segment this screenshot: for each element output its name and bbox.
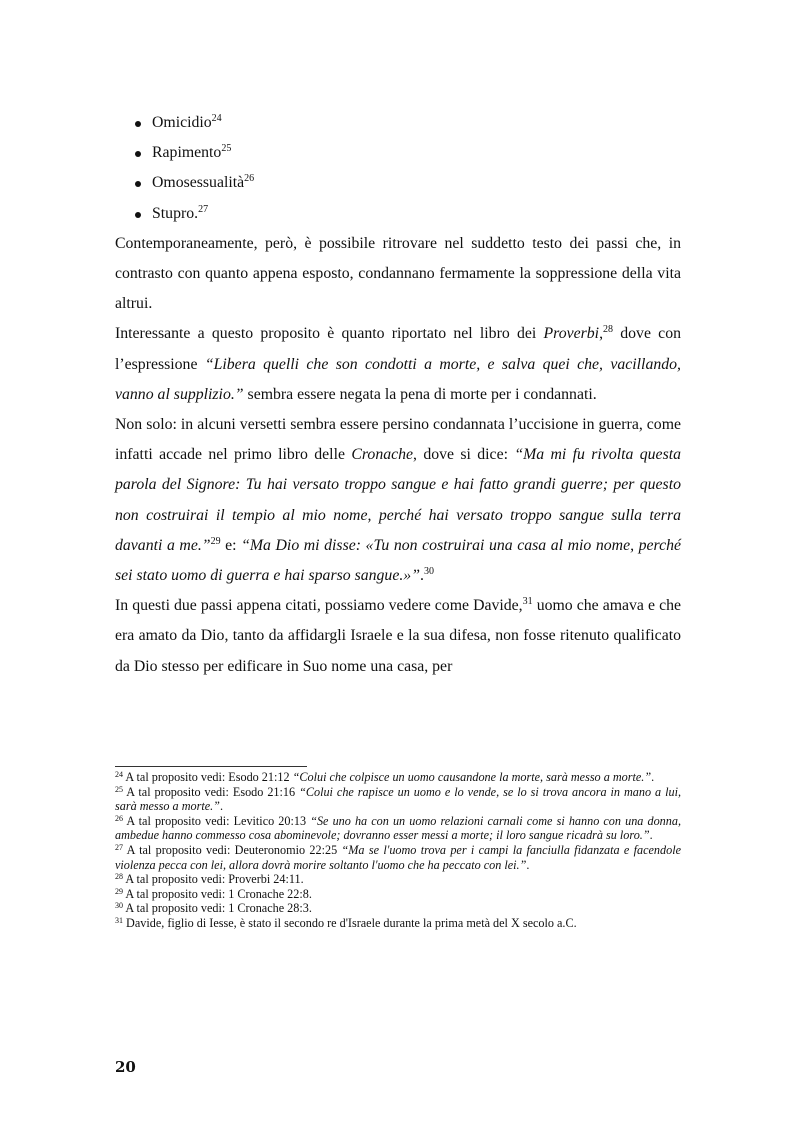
footnote-number: 31 — [115, 915, 123, 925]
crime-list — [115, 108, 681, 229]
quotation: “Ma Dio mi disse: «Tu non costruirai una casa al mio nome, perché sei stato uomo di guerra e hai sparso sangue.»” — [115, 536, 681, 585]
footnote-tail: . — [649, 828, 653, 843]
footnote-separator — [115, 766, 307, 767]
footnote-text: A tal proposito vedi: Levitico 20:13 — [123, 813, 311, 828]
footnote-number: 30 — [115, 901, 123, 911]
footnote — [115, 785, 681, 814]
paragraph-1: Contemporaneamente, però, è possibile ritrovare nel suddetto testo dei passi che, in contrasto con quanto appena esposto, condannano fermamente la soppressione della vita altrui. — [115, 234, 681, 313]
footnote-text: A tal proposito vedi: Esodo 21:12 — [123, 770, 293, 784]
bullet-icon — [135, 151, 141, 157]
bullet-icon — [135, 181, 141, 187]
list-item — [135, 168, 681, 198]
text-run: Non solo: in alcuni versetti sembra essere persino condannata l’uccisione in guerra, come infatti accade nel primo libro delle — [115, 416, 681, 464]
bullet-icon — [135, 212, 141, 218]
list-item — [135, 108, 681, 138]
footnote-number: 27 — [115, 842, 123, 852]
body-text — [115, 108, 681, 682]
list-item-text: Omosessualità — [152, 174, 245, 192]
list-item-text: Omicidio — [152, 114, 212, 131]
page-number: 20 — [115, 1058, 136, 1076]
text-run: In questi due passi appena citati, possiamo vedere come Davide, — [115, 597, 523, 615]
text-run: , — [599, 325, 604, 343]
paragraph-2 — [115, 319, 681, 410]
text-run: Interessante a questo proposito è quanto riportato nel libro dei — [115, 325, 544, 343]
list-item — [135, 199, 681, 229]
text-run: sembra essere negata la pena di morte per i condannati. — [243, 385, 597, 403]
footnote-quote: “Colui che colpisce un uomo causandone la morte, sarà messo a morte.” — [292, 770, 652, 784]
footnote-quote: “Ma se l'uomo trova per i campi la fanciulla fidanzata e facendole violenza pecca con lei, allora dovrà morire soltanto l'uomo che ha peccato con lei.” — [115, 842, 681, 872]
footnote-ref[interactable]: 24 — [211, 113, 222, 124]
list-item-text: Stupro. — [152, 204, 199, 222]
list-item — [135, 138, 681, 168]
footnote-ref[interactable]: 27 — [198, 203, 209, 215]
footnote-ref[interactable]: 26 — [244, 173, 255, 185]
footnote-tail: . — [219, 799, 224, 814]
footnote-ref[interactable]: 30 — [423, 566, 434, 578]
text-run: . — [419, 567, 424, 585]
footnote-number: 26 — [115, 813, 123, 823]
footnote-text: Davide, figlio di Iesse, è stato il secondo re d'Israele durante la prima metà del X secolo a.C. — [123, 915, 577, 930]
paragraph-4 — [115, 591, 681, 682]
footnote-tail: . — [651, 770, 655, 784]
footnote — [115, 814, 681, 843]
footnote-ref[interactable]: 31 — [522, 596, 533, 608]
footnote-number: 24 — [115, 770, 123, 779]
footnote-text: A tal proposito vedi: Esodo 21:16 — [123, 784, 300, 799]
quotation: “Libera quelli che son condotti a morte, e salva quei che, vacillando, vanno al supplizio.” — [115, 355, 681, 403]
footnote — [115, 887, 681, 902]
footnote — [115, 872, 681, 887]
footnote-quote: “Se uno ha con un uomo relazioni carnali come si hanno con una donna, ambedue hanno commesso cosa abominevole; dovranno esser messi a morte; il loro sangue ricadrà su loro.” — [115, 813, 681, 843]
footnote-text: A tal proposito vedi: 1 Cronache 28:3. — [123, 901, 312, 916]
footnote-number: 28 — [115, 872, 123, 882]
paragraph-3 — [115, 410, 681, 591]
footnote — [115, 843, 681, 872]
footnote-ref[interactable]: 28 — [603, 324, 614, 336]
text-run: e: — [220, 536, 242, 554]
footnotes — [115, 770, 681, 931]
footnote-tail: . — [526, 857, 530, 872]
quotation: “Ma mi fu rivolta questa parola del Signore: Tu hai versato troppo sangue e hai fatto grandi guerre; per questo non costruirai il tempio al mio nome, perché hai versato troppo sangue sulla terra davanti a me.” — [115, 446, 681, 554]
footnote-text: A tal proposito vedi: 1 Cronache 22:8. — [123, 886, 312, 901]
footnote-ref[interactable]: 29 — [210, 535, 221, 547]
footnote-ref[interactable]: 25 — [221, 143, 232, 155]
bullet-icon — [135, 121, 141, 127]
footnote-number: 25 — [115, 784, 123, 794]
footnote — [115, 901, 681, 916]
book-title: Proverbi — [543, 325, 600, 343]
book-title: Cronache — [351, 446, 414, 464]
footnote-text: A tal proposito vedi: Proverbi 24:11. — [123, 872, 304, 887]
footnote — [115, 916, 681, 931]
footnote — [115, 770, 681, 785]
list-item-text: Rapimento — [152, 144, 222, 162]
text-run: uomo che amava e che era amato da Dio, tanto da affidargli Israele e la sua difesa, non fosse ritenuto qualificato da Dio stesso per edificare in Suo nome una casa, per — [115, 597, 681, 675]
footnote-text: A tal proposito vedi: Deuteronomio 22:25 — [123, 842, 342, 857]
footnote-number: 29 — [115, 886, 123, 896]
text-run: dove con l’espressione — [115, 325, 681, 373]
text-run: , dove si dice: — [413, 446, 515, 464]
footnote-quote: “Colui che rapisce un uomo e lo vende, se lo si trova ancora in mano a lui, sarà messo a morte.” — [115, 784, 681, 814]
